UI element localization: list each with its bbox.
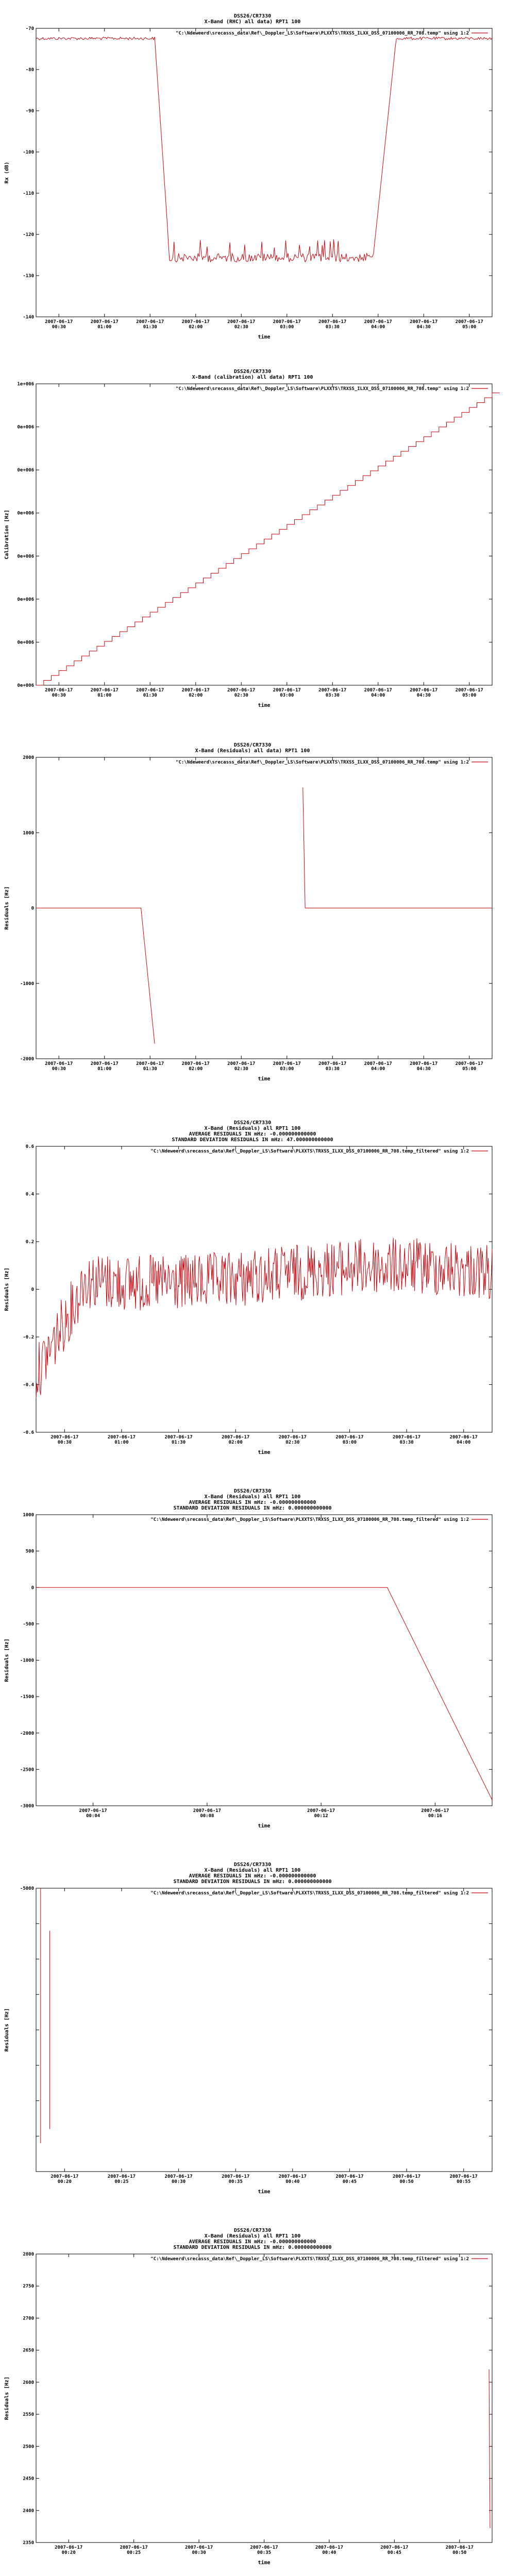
y-tick-label: 0e+006 — [17, 640, 34, 646]
x-tick-label: 2007-06-17 04:00 — [449, 1435, 478, 1445]
x-tick-label: 2007-06-17 04:00 — [364, 688, 392, 698]
y-tick-label: -80 — [25, 67, 34, 73]
chart-title-line: STANDARD DEVIATION RESIDUALS IN mHz: 47.000000000000 — [172, 1137, 333, 1143]
x-tick-label: 2007-06-17 01:30 — [136, 1061, 164, 1072]
chart-title-line: X-Band (Residuals) all RPT1 100 — [204, 1126, 301, 1131]
y-tick-label: -5000 — [20, 1886, 34, 1891]
y-tick-label: 2000 — [23, 755, 34, 760]
chart-title-line: AVERAGE RESIDUALS IN mHz: -0.000000000000 — [189, 1873, 316, 1879]
x-tick-label: 2007-06-17 01:00 — [90, 319, 119, 330]
y-tick-label: -3000 — [20, 1804, 34, 1809]
chart-panel-residuals-filtered-1 — [0, 1108, 505, 1473]
series-line — [36, 393, 500, 685]
y-tick-label: 1000 — [23, 1513, 34, 1518]
x-tick-label: 2007-06-17 00:12 — [307, 1808, 335, 1819]
x-tick-label: 2007-06-17 00:25 — [120, 2545, 148, 2555]
x-tick-label: 2007-06-17 03:30 — [318, 1061, 347, 1072]
plot-frame — [36, 1146, 492, 1432]
x-tick-label: 2007-06-17 04:00 — [364, 319, 392, 330]
y-tick-label: -140 — [23, 315, 34, 320]
x-tick-label: 2007-06-17 03:30 — [318, 688, 347, 698]
y-tick-label: -1000 — [20, 1658, 34, 1664]
y-tick-label: 2600 — [23, 2380, 34, 2385]
chart-panel-residuals-all — [0, 737, 505, 1108]
y-tick-label: 500 — [25, 1549, 34, 1554]
y-tick-label: 1e+006 — [17, 382, 34, 387]
x-tick-label: 2007-06-17 05:00 — [455, 688, 483, 698]
x-tick-label: 2007-06-17 00:08 — [193, 1808, 221, 1819]
x-tick-label: 2007-06-17 00:30 — [164, 2174, 193, 2184]
chart-title-line: X-Band (Residuals) all RPT1 100 — [204, 1494, 301, 1500]
x-tick-label: 2007-06-17 00:20 — [50, 2174, 79, 2184]
chart-title-line: X-Band (Residuals) all RPT1 100 — [204, 2233, 301, 2239]
y-tick-label: -120 — [23, 232, 34, 238]
y-tick-label: 2450 — [23, 2476, 34, 2482]
x-tick-label: 2007-06-17 04:00 — [364, 1061, 392, 1072]
x-tick-label: 2007-06-17 05:00 — [455, 319, 483, 330]
x-tick-label: 2007-06-17 03:00 — [273, 688, 301, 698]
y-tick-label: -2000 — [20, 1731, 34, 1736]
x-tick-label: 2007-06-17 00:35 — [222, 2174, 250, 2184]
x-tick-label: 2007-06-17 00:55 — [449, 2174, 478, 2184]
y-axis-label: Calibration [Hz] — [4, 510, 10, 560]
series-line — [36, 37, 492, 262]
legend-label: "C:\Ndeweerd\srecasss_data\Ref\_Doppler_LS\Software\PLXXTS\TRXSS_ILXX_DSS_07100006_RR_708.temp" using 1:2 — [176, 760, 469, 765]
x-axis-label: time — [258, 703, 271, 708]
y-tick-label: 0e+006 — [17, 597, 34, 602]
chart-title-line: DSS26/CR7330 — [233, 2228, 272, 2233]
x-tick-label: 2007-06-17 01:00 — [90, 688, 119, 698]
y-axis-label: Rx (dB) — [4, 161, 10, 184]
y-tick-label: 0e+006 — [17, 554, 34, 560]
x-tick-label: 2007-06-17 02:00 — [181, 1061, 210, 1072]
plot-frame — [36, 2254, 492, 2543]
x-tick-label: 2007-06-17 04:30 — [410, 319, 438, 330]
x-tick-label: 2007-06-17 03:00 — [273, 1061, 301, 1072]
x-tick-label: 2007-06-17 00:40 — [278, 2174, 307, 2184]
x-tick-label: 2007-06-17 00:04 — [79, 1808, 107, 1819]
x-tick-label: 2007-06-17 00:30 — [184, 2545, 213, 2555]
x-tick-label: 2007-06-17 02:30 — [227, 688, 256, 698]
y-tick-label: -1000 — [20, 981, 34, 987]
y-tick-label: 0 — [31, 906, 34, 911]
y-tick-label: -0.4 — [23, 1382, 34, 1388]
y-tick-label: 2700 — [23, 2316, 34, 2321]
y-tick-label: 0 — [31, 1585, 34, 1591]
x-tick-label: 2007-06-17 00:45 — [380, 2545, 409, 2555]
y-axis-label: Residuals [Hz] — [4, 1638, 10, 1682]
y-tick-label: -1500 — [20, 1694, 34, 1700]
legend-label: "C:\Ndeweerd\srecasss_data\Ref\_Doppler_LS\Software\PLXXTS\TRXSS_ILXX_DSS_07100006_RR_708.temp_filtered" using 1:2 — [150, 1517, 469, 1522]
x-axis-label: time — [258, 2189, 271, 2195]
chart-title-line: X-Band (RHC) all data) RPT1 100 — [204, 19, 301, 25]
x-axis-label: time — [258, 1076, 271, 1082]
y-tick-label: 2400 — [23, 2508, 34, 2514]
x-tick-label: 2007-06-17 00:25 — [107, 2174, 136, 2184]
chart-title-line: DSS26/CR7330 — [233, 13, 272, 19]
chart-title-line: AVERAGE RESIDUALS IN mHz: -0.000000000000 — [189, 2239, 316, 2245]
x-tick-label: 2007-06-17 00:30 — [45, 319, 73, 330]
x-tick-label: 2007-06-17 02:30 — [227, 319, 256, 330]
chart-panel-residuals-filtered-2 — [0, 1473, 505, 1844]
chart-panel-residuals-filtered-3 — [0, 1844, 505, 2210]
x-tick-label: 2007-06-17 01:30 — [164, 1435, 193, 1445]
y-tick-label: -130 — [23, 274, 34, 279]
x-tick-label: 2007-06-17 00:30 — [45, 688, 73, 698]
x-tick-label: 2007-06-17 00:50 — [445, 2545, 474, 2555]
chart-title-line: STANDARD DEVIATION RESIDUALS IN mHz: 0.000000000000 — [173, 1505, 332, 1511]
x-tick-label: 2007-06-17 03:30 — [318, 319, 347, 330]
y-tick-label: -500 — [23, 1621, 34, 1627]
x-tick-label: 2007-06-17 00:50 — [392, 2174, 421, 2184]
chart-title-line: DSS26/CR7330 — [233, 369, 272, 375]
series-line — [36, 908, 155, 1044]
chart-title-line: X-Band (calibration) all data) RPT1 100 — [192, 375, 313, 380]
x-axis-label: time — [258, 2560, 271, 2566]
x-axis-label: time — [258, 334, 271, 340]
x-tick-label: 2007-06-17 00:16 — [421, 1808, 449, 1819]
y-tick-label: -110 — [23, 191, 34, 196]
plot-frame — [36, 28, 492, 317]
y-tick-label: -70 — [25, 26, 34, 31]
x-tick-label: 2007-06-17 03:00 — [273, 319, 301, 330]
chart-panel-residuals-filtered-4 — [0, 2210, 505, 2576]
legend-label: "C:\Ndeweerd\srecasss_data\Ref\_Doppler_LS\Software\PLXXTS\TRXSS_ILXX_DSS_07100006_RR_708.temp_filtered" using 1:2 — [150, 1891, 469, 1896]
x-tick-label: 2007-06-17 01:00 — [107, 1435, 136, 1445]
x-tick-label: 2007-06-17 04:30 — [410, 1061, 438, 1072]
chart-title-line: DSS26/CR7330 — [233, 1488, 272, 1494]
x-tick-label: 2007-06-17 02:00 — [222, 1435, 250, 1445]
x-tick-label: 2007-06-17 00:30 — [45, 1061, 73, 1072]
chart-title-line: X-Band (Residuals) all data) RPT1 100 — [195, 748, 310, 754]
x-tick-label: 2007-06-17 05:00 — [455, 1061, 483, 1072]
y-tick-label: -90 — [25, 109, 34, 114]
legend-label: "C:\Ndeweerd\srecasss_data\Ref\_Doppler_LS\Software\PLXXTS\TRXSS_ILXX_DSS_07100006_RR_708.temp_filtered" using 1:2 — [150, 2257, 469, 2262]
legend-label: "C:\Ndeweerd\srecasss_data\Ref\_Doppler_LS\Software\PLXXTS\TRXSS_ILXX_DSS_07100006_RR_708.temp" using 1:2 — [176, 31, 469, 36]
x-tick-label: 2007-06-17 01:30 — [136, 319, 164, 330]
chart-title-line: DSS26/CR7330 — [233, 742, 272, 748]
y-tick-label: 0e+006 — [17, 425, 34, 430]
x-tick-label: 2007-06-17 04:30 — [410, 688, 438, 698]
series-line — [489, 2369, 490, 2528]
x-tick-label: 2007-06-17 00:35 — [250, 2545, 278, 2555]
x-axis-label: time — [258, 1450, 271, 1455]
chart-title-line: STANDARD DEVIATION RESIDUALS IN mHz: 0.000000000000 — [173, 2245, 332, 2250]
x-tick-label: 2007-06-17 03:30 — [392, 1435, 421, 1445]
chart-panel-calibration — [0, 369, 505, 737]
y-tick-label: 0 — [31, 1287, 34, 1293]
chart-title-line: DSS26/CR7330 — [233, 1120, 272, 1126]
chart-title-line: X-Band (Residuals) all RPT1 100 — [204, 1868, 301, 1873]
x-tick-label: 2007-06-17 02:30 — [278, 1435, 307, 1445]
y-tick-label: 2500 — [23, 2444, 34, 2450]
y-axis-label: Residuals [Hz] — [4, 2376, 10, 2420]
chart-panel-rx-level — [0, 0, 505, 376]
y-tick-label: 0e+006 — [17, 468, 34, 473]
y-axis-label: Residuals [Hz] — [4, 2008, 10, 2052]
plot-frame — [36, 1888, 492, 2172]
x-tick-label: 2007-06-17 01:30 — [136, 688, 164, 698]
legend-label: "C:\Ndeweerd\srecasss_data\Ref\_Doppler_LS\Software\PLXXTS\TRXSS_ILXX_DSS_07100006_RR_708.temp" using 1:2 — [176, 386, 469, 392]
y-tick-label: 0.2 — [25, 1240, 34, 1245]
x-tick-label: 2007-06-17 03:00 — [335, 1435, 364, 1445]
chart-title-line: STANDARD DEVIATION RESIDUALS IN mHz: 0.000000000000 — [173, 1879, 332, 1885]
x-tick-label: 2007-06-17 02:00 — [181, 319, 210, 330]
y-axis-label: Residuals [Hz] — [4, 1267, 10, 1311]
y-tick-label: -2000 — [20, 1057, 34, 1062]
legend-label: "C:\Ndeweerd\srecasss_data\Ref\_Doppler_LS\Software\PLXXTS\TRXSS_ILXX_DSS_07100006_RR_708.temp_filtered" using 1:2 — [150, 1149, 469, 1154]
y-tick-label: 1000 — [23, 831, 34, 836]
y-tick-label: 0e+006 — [17, 683, 34, 688]
x-axis-label: time — [258, 1823, 271, 1829]
plot-frame — [36, 1515, 492, 1806]
y-tick-label: -100 — [23, 150, 34, 155]
x-tick-label: 2007-06-17 00:40 — [315, 2545, 344, 2555]
x-tick-label: 2007-06-17 01:00 — [90, 1061, 119, 1072]
y-tick-label: -0.2 — [23, 1335, 34, 1340]
series-line — [36, 1238, 492, 1398]
y-tick-label: 0e+006 — [17, 511, 34, 516]
y-tick-label: 0.4 — [25, 1192, 34, 1197]
y-tick-label: 2350 — [23, 2540, 34, 2546]
y-axis-label: Residuals [Hz] — [4, 886, 10, 930]
chart-title-line: AVERAGE RESIDUALS IN mHz: -0.000000000000 — [189, 1500, 316, 1505]
y-tick-label: 2550 — [23, 2412, 34, 2418]
chart-title-line: DSS26/CR7330 — [233, 1862, 272, 1868]
series-line — [303, 788, 492, 908]
y-tick-label: -0.6 — [23, 1430, 34, 1435]
x-tick-label: 2007-06-17 00:45 — [335, 2174, 364, 2184]
x-tick-label: 2007-06-17 00:20 — [55, 2545, 83, 2555]
y-tick-label: 0.6 — [25, 1144, 34, 1149]
y-tick-label: 2750 — [23, 2284, 34, 2290]
x-tick-label: 2007-06-17 02:30 — [227, 1061, 256, 1072]
y-tick-label: 2800 — [23, 2252, 34, 2257]
series-line — [36, 1587, 492, 1800]
plot-frame — [36, 384, 492, 685]
x-tick-label: 2007-06-17 02:00 — [181, 688, 210, 698]
y-tick-label: -2500 — [20, 1767, 34, 1773]
y-tick-label: 2650 — [23, 2348, 34, 2353]
chart-title-line: AVERAGE RESIDUALS IN mHz: -0.000000000000 — [189, 1131, 316, 1137]
x-tick-label: 2007-06-17 00:30 — [50, 1435, 79, 1445]
